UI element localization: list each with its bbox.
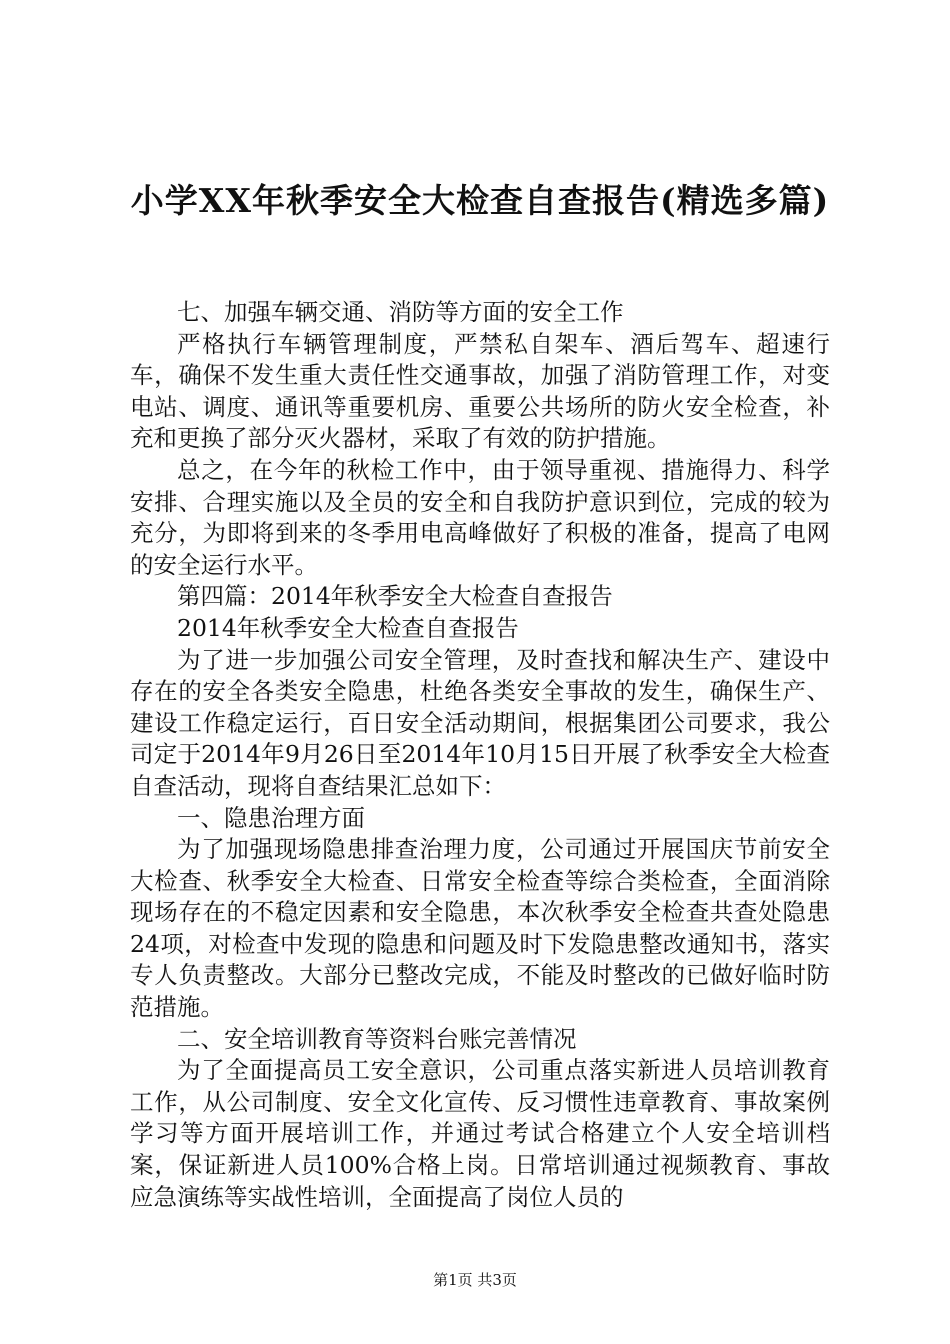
paragraph: 为了加强现场隐患排查治理力度，公司通过开展国庆节前安全大检查、秋季安全大检查、日常安全检查等综合类检查，全面消除现场存在的不稳定因素和安全隐患，本次秋季安全检查共查处隐患24项，对检查中发现的隐患和问题及时下发隐患整改通知书，落实专人负责整改。大部分已整改完成，不能及时整改的已做好临时防范措施。	[130, 835, 830, 1022]
paragraph: 严格执行车辆管理制度，严禁私自架车、酒后驾车、超速行车，确保不发生重大责任性交通事故，加强了消防管理工作，对变电站、调度、通讯等重要机房、重要公共场所的防火安全检查，补充和更换了部分灭火器材，采取了有效的防护措施。	[130, 329, 830, 453]
document-title: 小学XX年秋季安全大检查自查报告(精选多篇)	[130, 181, 830, 220]
section-heading: 一、隐患治理方面	[177, 803, 365, 832]
paragraph: 为了全面提高员工安全意识，公司重点落实新进人员培训教育工作，从公司制度、安全文化宣传、反习惯性违章教育、事故案例学习等方面开展培训工作，并通过考试合格建立个人安全培训档案，保证新进人员100%合格上岗。日常培训通过视频教育、事故应急演练等实战性培训，全面提高了岗位人员的	[130, 1056, 830, 1211]
section-heading: 二、安全培训教育等资料台账完善情况	[177, 1024, 577, 1053]
page-indicator: 第1页 共3页	[433, 1271, 517, 1289]
chapter-subtitle: 2014年秋季安全大检查自查报告	[177, 613, 519, 642]
chapter-heading: 第四篇：2014年秋季安全大检查自查报告	[177, 582, 613, 611]
paragraph: 总之，在今年的秋检工作中，由于领导重视、措施得力、科学安排、合理实施以及全员的安全和自我防护意识到位，完成的较为充分，为即将到来的冬季用电高峰做好了积极的准备，提高了电网的安全运行水平。	[130, 455, 830, 579]
document-body	[130, 297, 830, 1213]
page-footer	[0, 1270, 950, 1290]
section-heading: 七、加强车辆交通、消防等方面的安全工作	[177, 298, 624, 326]
paragraph: 为了进一步加强公司安全管理，及时查找和解决生产、建设中存在的安全各类安全隐患，杜绝各类安全事故的发生，确保生产、建设工作稳定运行，百日安全活动期间，根据集团公司要求，我公司定于2014年9月26日至2014年10月15日开展了秋季安全大检查自查活动，现将自查结果汇总如下：	[130, 645, 830, 800]
